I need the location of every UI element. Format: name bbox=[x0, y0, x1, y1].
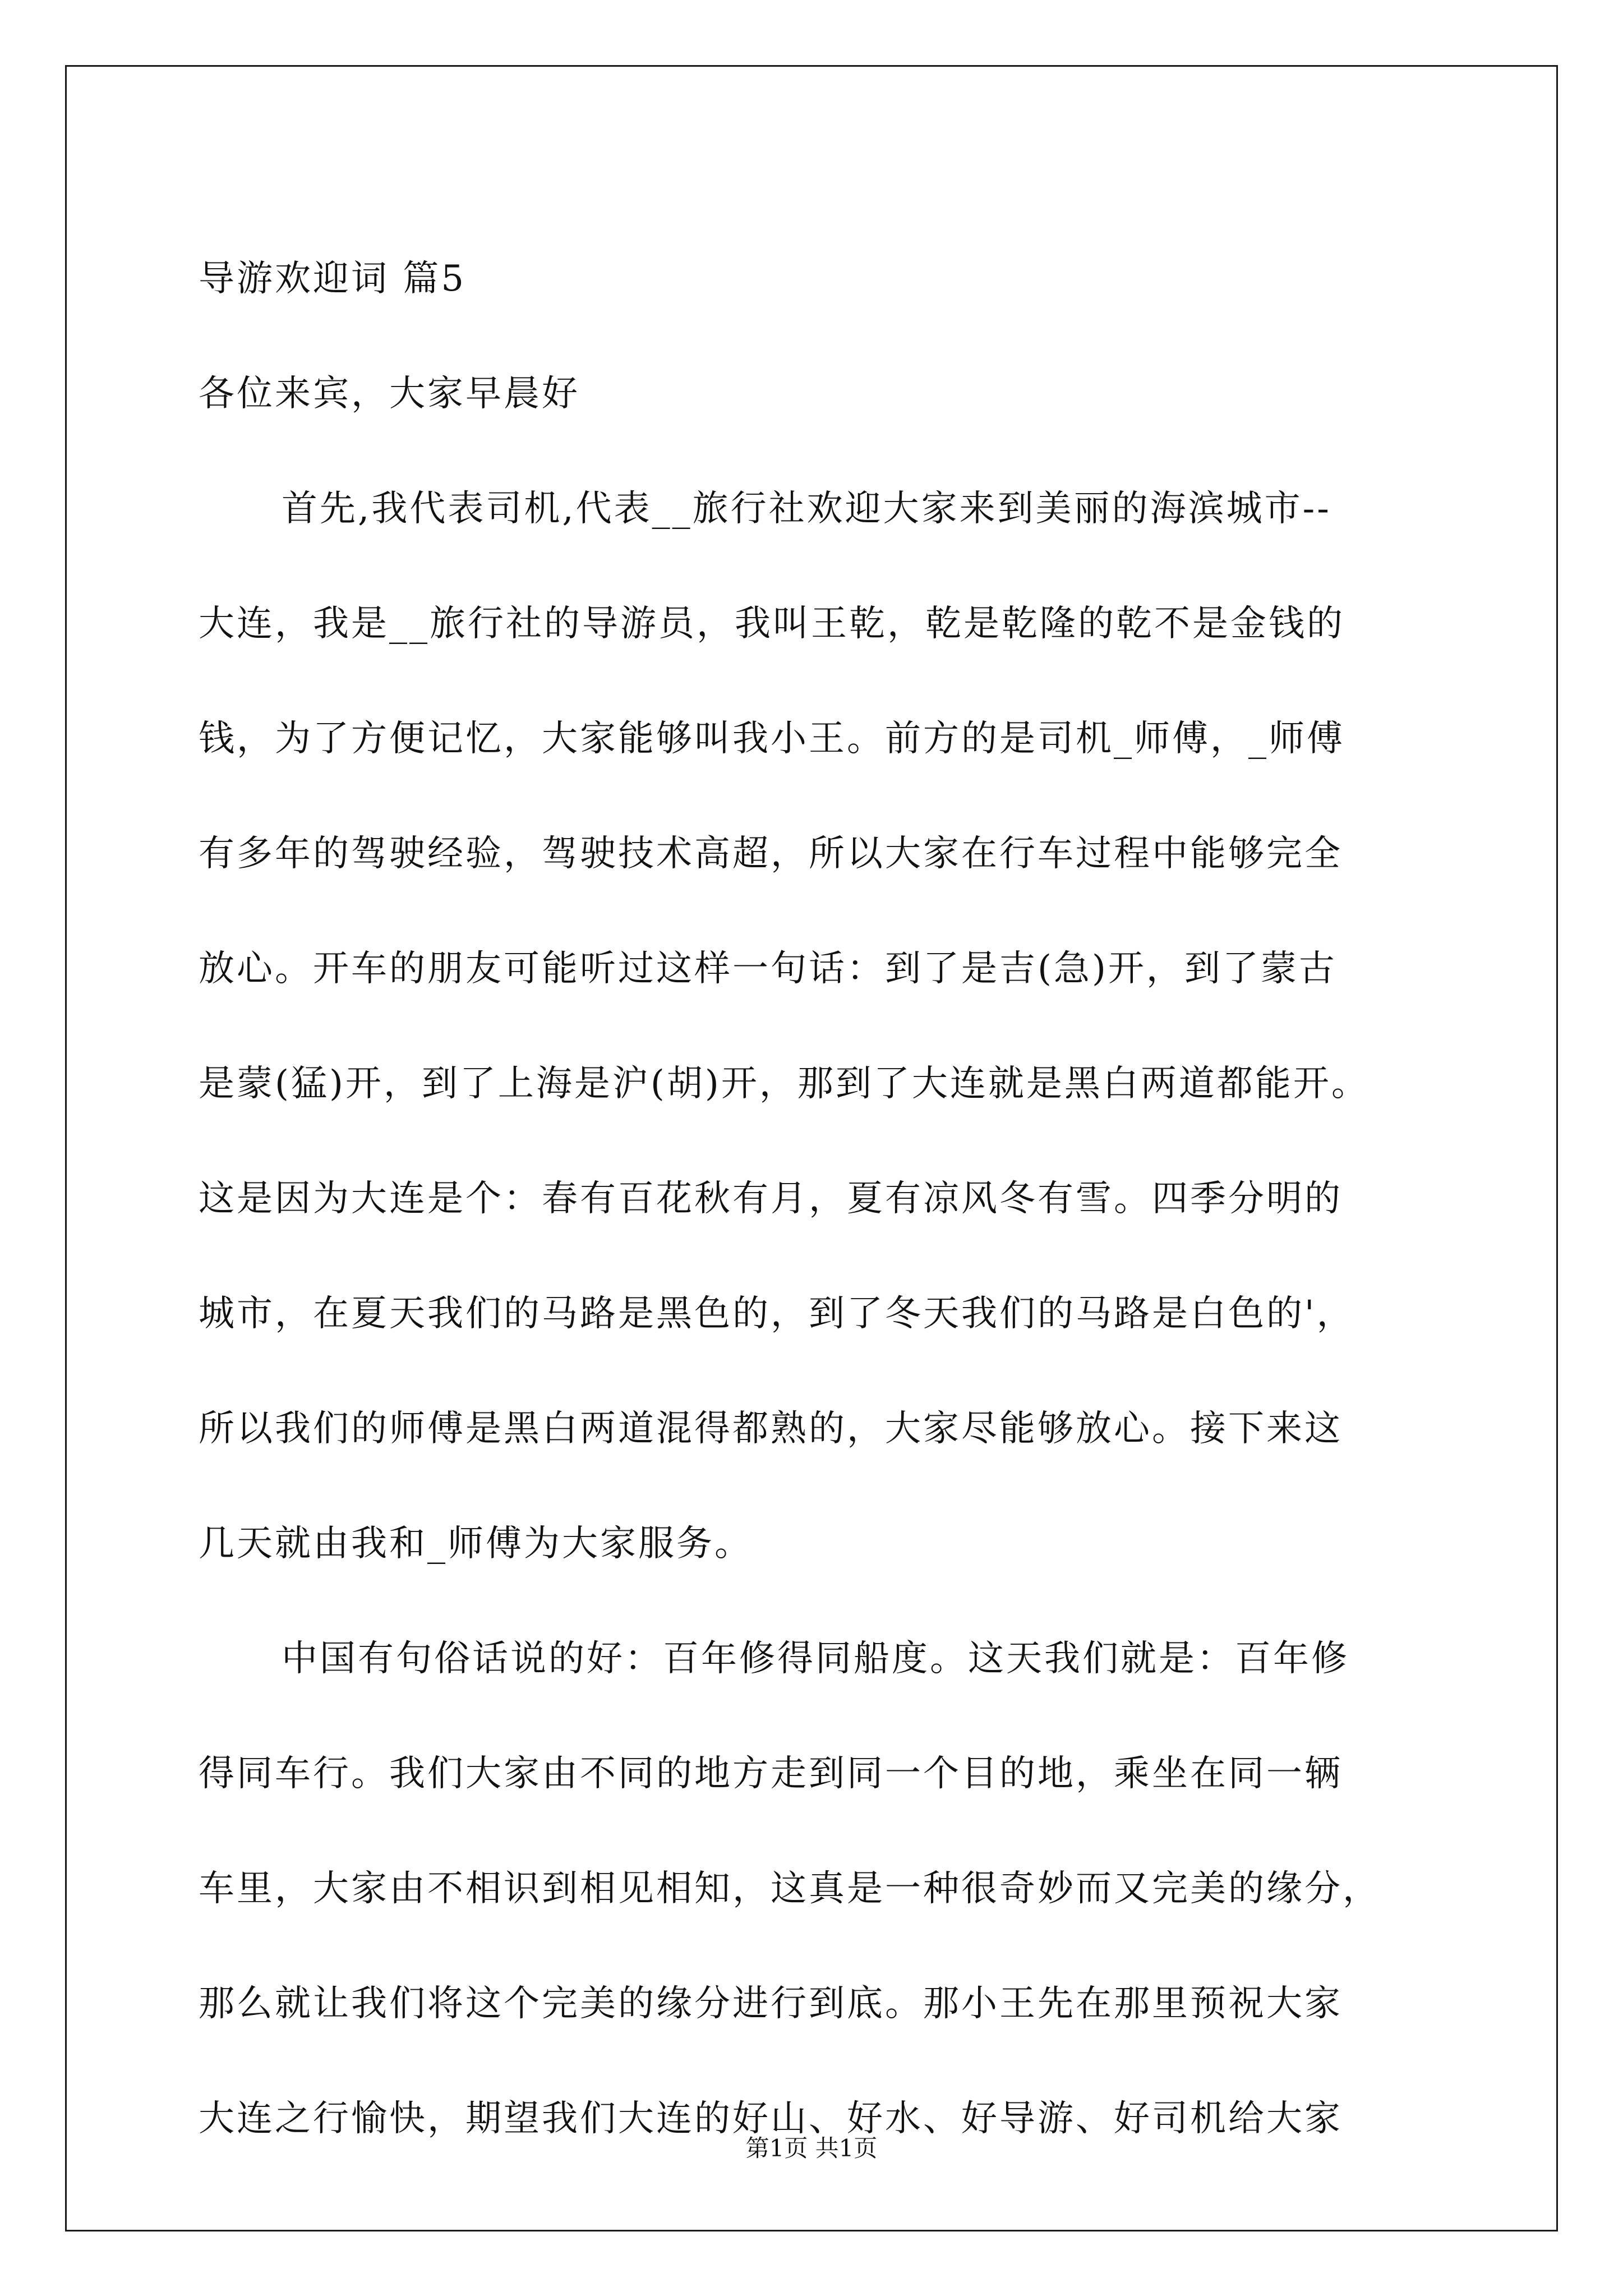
paragraph-1-line-5: 放心。开车的朋友可能听过这样一句话：到了是吉(急)开，到了蒙古 bbox=[199, 948, 1337, 990]
document-body bbox=[199, 222, 1438, 2177]
paragraph-1-line-9: 所以我们的师傅是黑白两道混得都熟的，大家尽能够放心。接下来这 bbox=[199, 1408, 1343, 1450]
page-footer: 第1页 共1页 bbox=[745, 2134, 878, 2162]
paragraph-2-line-2: 得同车行。我们大家由不同的地方走到同一个目的地，乘坐在同一辆 bbox=[199, 1753, 1343, 1795]
greeting-line: 各位来宾，大家早晨好 bbox=[199, 373, 580, 415]
paragraph-1-line-10: 几天就由我和_师傅为大家服务。 bbox=[199, 1523, 753, 1565]
paragraph-2-line-1: 中国有句俗话说的好：百年修得同船度。这天我们就是：百年修 bbox=[282, 1638, 1349, 1680]
paragraph-2-line-4: 那么就让我们将这个完美的缘分进行到底。那小王先在那里预祝大家 bbox=[199, 1983, 1343, 2024]
paragraph-1-line-4: 有多年的驾驶经验，驾驶技术高超，所以大家在行车过程中能够完全 bbox=[199, 833, 1343, 875]
paragraph-1-line-7: 这是因为大连是个：春有百花秋有月，夏有凉风冬有雪。四季分明的 bbox=[199, 1178, 1343, 1220]
paragraph-2-line-3: 车里，大家由不相识到相见相知，这真是一种很奇妙而又完美的缘分， bbox=[199, 1868, 1381, 1910]
paragraph-1-line-8: 城市，在夏天我们的马路是黑色的，到了冬天我们的马路是白色的'， bbox=[199, 1293, 1355, 1335]
paragraph-1-line-3: 钱，为了方便记忆，大家能够叫我小王。前方的是司机_师傅，_师傅 bbox=[199, 718, 1345, 760]
paragraph-1-line-6: 是蒙(猛)开，到了上海是沪(胡)开，那到了大连就是黑白两道都能开。 bbox=[199, 1063, 1370, 1105]
document-title: 导游欢迎词 篇5 bbox=[199, 258, 467, 300]
paragraph-1-line-2: 大连，我是__旅行社的导游员，我叫王乾，乾是乾隆的乾不是金钱的 bbox=[199, 603, 1345, 645]
paragraph-1-line-1: 首先,我代表司机,代表__旅行社欢迎大家来到美丽的海滨城市-- bbox=[282, 488, 1331, 530]
paragraph-2-line-5: 大连之行愉快，期望我们大连的好山、好水、好导游、好司机给大家 bbox=[199, 2098, 1343, 2139]
